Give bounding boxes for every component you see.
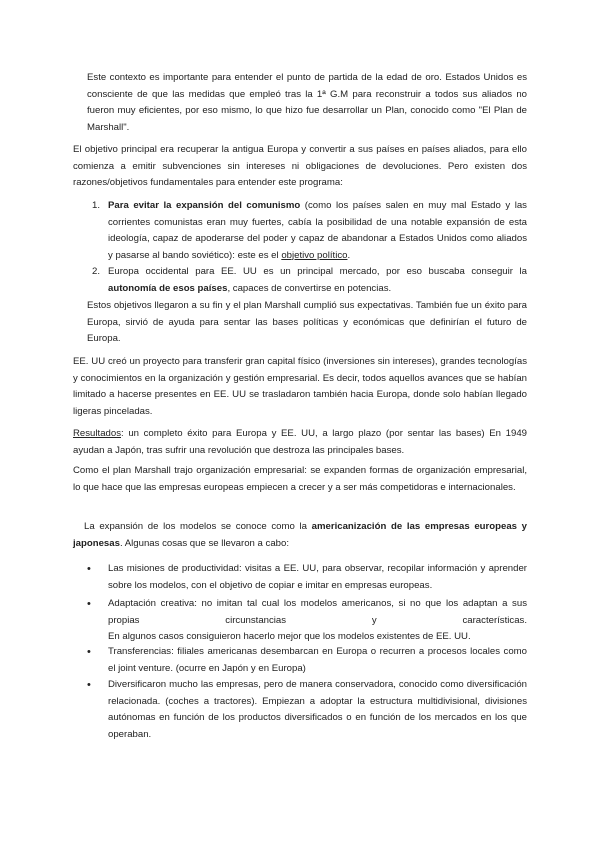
paragraph-objective: El objetivo principal era recuperar la antigua Europa y convertir a sus países en países aliados, para ello comienza a emitir subvenciones sin intereses ni obligaciones de devoluciones. Pero existen dos razones/objetivos fundamentales para entender este programa: bbox=[73, 144, 527, 188]
list-item: Transferencias: filiales americanas desembarcan en Europa o recurren a procesos locales como el joint venture. (ocurre en Japón y en Europa) bbox=[108, 646, 527, 674]
list-number: 2. bbox=[92, 266, 101, 277]
list-item: Para evitar la expansión del comunismo (como los países salen en muy mal Estado y las corrientes comunistas eran muy fuertes, cabía la posibilidad de una notable expansión de esta ideología, capaz de apoderarse del poder y capaz de abandonar a Estados Unidos como aliados y pasarse al bando soviético): este es el objetivo político. bbox=[108, 200, 527, 261]
paragraph-transfer: EE. UU creó un proyecto para transferir gran capital físico (inversiones sin intereses), grandes tecnologías y conocimientos en la organización y gestión empresarial. Es decir, todos aquellos avances que se habían limitado a hacerse presentes en EE. UU se trasladaron también hacia Europa, donde solo habían llegado ligeras pinceladas. bbox=[73, 356, 527, 417]
results-label: Resultados bbox=[73, 428, 121, 439]
paragraph-intro: Este contexto es importante para entender el punto de partida de la edad de oro. Estados Unidos es consciente de que las medidas que empleó tras la 1ª G.M para reconstruir a todos sus aliados no fueron muy eficientes, por eso mismo, lo que hizo fue desarrollar un Plan, conocido como "El Plan de Marshall". bbox=[87, 72, 527, 133]
bullet-icon: • bbox=[87, 598, 91, 610]
list-item: Europa occidental para EE. UU es un principal mercado, por eso buscaba conseguir la autonomía de esos países, capaces de convertirse en potencias. bbox=[108, 266, 527, 294]
bullet-icon: • bbox=[87, 646, 91, 658]
list-item: Adaptación creativa: no imitan tal cual los modelos americanos, si no que los adaptan a sus propias circunstancias y características. bbox=[108, 598, 527, 626]
bullet-icon: • bbox=[87, 563, 91, 575]
list-number: 1. bbox=[92, 200, 101, 211]
political-objective-term: objetivo político bbox=[281, 249, 348, 261]
paragraph-organization: Como el plan Marshall trajo organización empresarial: se expanden formas de organización empresarial, lo que hace que las empresas europeas empiecen a crecer y a ser más competidoras e internacionales. bbox=[73, 465, 527, 493]
list-item-continuation: En algunos casos consiguieron hacerlo mejor que los modelos existentes de EE. UU. bbox=[108, 631, 471, 642]
paragraph-americanization: La expansión de los modelos se conoce como la americanización de las empresas europeas y japonesas. Algunas cosas que se llevaron a cabo: bbox=[73, 521, 527, 549]
list-item: Las misiones de productividad: visitas a EE. UU, para observar, recopilar información y aprender sobre los modelos, con el objetivo de copiar e imitar en empresas europeas. bbox=[108, 563, 527, 591]
list-item: Diversificaron mucho las empresas, pero de manera conservadora, conocido como diversificación relacionada. (coches a tractores). Empiezan a adoptar la estructura multidivisional, divisiones autónomas en función de los productos diversificados o en función de los mercados en los que operaban. bbox=[108, 679, 527, 740]
bullet-icon: • bbox=[87, 679, 91, 691]
paragraph-results: Resultados: un completo éxito para Europa y EE. UU, a largo plazo (por sentar las bases) En 1949 ayudan a Japón, tras sufrir una revolución que destroza las principales bases. bbox=[73, 428, 527, 456]
paragraph-results-plan: Estos objetivos llegaron a su fin y el plan Marshall cumplió sus expectativas. También fue un éxito para Europa, sirvió de ayuda para sentar las bases políticas y económicas que definirían el futuro de Europa. bbox=[87, 300, 527, 344]
